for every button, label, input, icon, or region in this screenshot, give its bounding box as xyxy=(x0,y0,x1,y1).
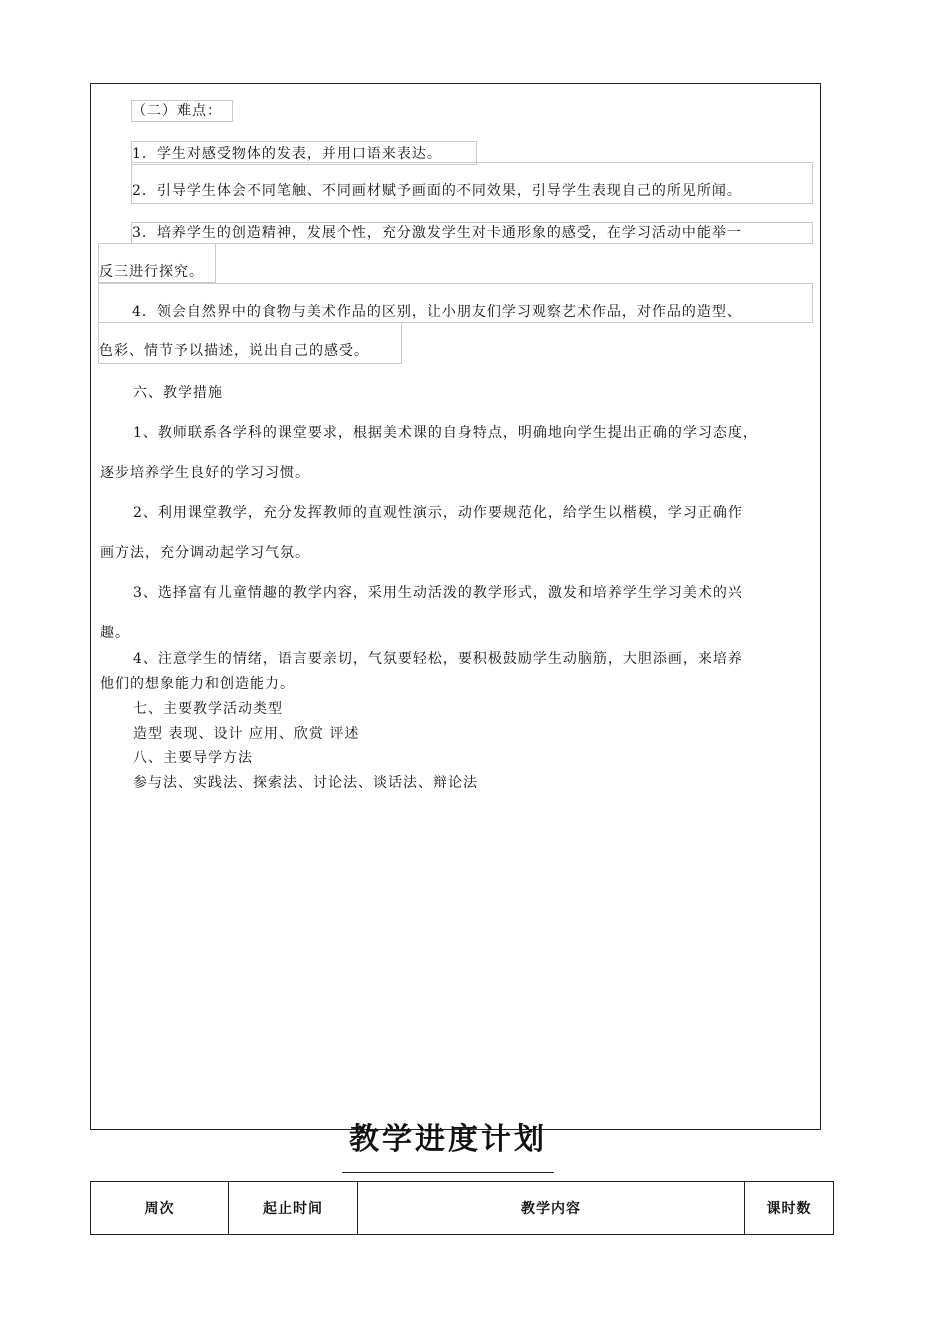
methods-text: 参与法、实践法、探索法、讨论法、谈话法、辩论法 xyxy=(133,775,478,791)
measures-line-4: 画方法，充分调动起学习气氛。 xyxy=(100,545,310,561)
difficulty-item-3: 3．培养学生的创造精神，发展个性，充分激发学生对卡通形象的感受，在学习活动中能举一 xyxy=(131,222,813,244)
difficulty-heading: （二）难点： xyxy=(131,100,233,122)
difficulty-item-2: 2．引导学生体会不同笔触、不同画材赋予画面的不同效果，引导学生表现自己的所见所闻。 xyxy=(131,162,813,204)
methods-heading: 八、主要导学方法 xyxy=(133,750,253,766)
col-dates: 起止时间 xyxy=(229,1182,358,1235)
difficulty-item-4-cont: 色彩、情节予以描述，说出自己的感受。 xyxy=(98,322,402,364)
activities-heading: 七、主要教学活动类型 xyxy=(133,701,283,717)
col-week: 周次 xyxy=(91,1182,229,1235)
measures-line-3: 2、利用课堂教学，充分发挥教师的直观性演示，动作要规范化，给学生以楷模，学习正确作 xyxy=(133,505,743,521)
measures-line-1: 1、教师联系各学科的课堂要求，根据美术课的自身特点，明确地向学生提出正确的学习态度， xyxy=(133,425,758,441)
difficulty-item-4: 4．领会自然界中的食物与美术作品的区别，让小朋友们学习观察艺术作品，对作品的造型、 xyxy=(98,283,813,323)
measures-line-5: 3、选择富有儿童情趣的教学内容，采用生动活泼的教学形式，激发和培养学生学习美术的兴 xyxy=(133,585,743,601)
schedule-table xyxy=(90,1181,834,1235)
measures-heading: 六、教学措施 xyxy=(133,385,223,401)
schedule-title: 教学进度计划 xyxy=(349,1122,547,1157)
measures-line-2: 逐步培养学生良好的学习习惯。 xyxy=(100,465,310,481)
col-content: 教学内容 xyxy=(358,1182,745,1235)
difficulty-item-1: 1．学生对感受物体的发表，并用口语来表达。 xyxy=(131,141,477,165)
schedule-header-row xyxy=(91,1182,834,1235)
title-underline xyxy=(342,1172,554,1173)
col-hours: 课时数 xyxy=(745,1182,834,1235)
measures-line-8: 他们的想象能力和创造能力。 xyxy=(100,676,295,692)
activities-text: 造型 表现、设计 应用、欣赏 评述 xyxy=(133,726,360,742)
difficulty-item-3-cont: 反三进行探究。 xyxy=(98,243,216,283)
measures-line-6: 趣。 xyxy=(100,625,130,641)
measures-line-7: 4、注意学生的情绪，语言要亲切，气氛要轻松，要积极鼓励学生动脑筋，大胆添画，来培养 xyxy=(133,651,743,667)
